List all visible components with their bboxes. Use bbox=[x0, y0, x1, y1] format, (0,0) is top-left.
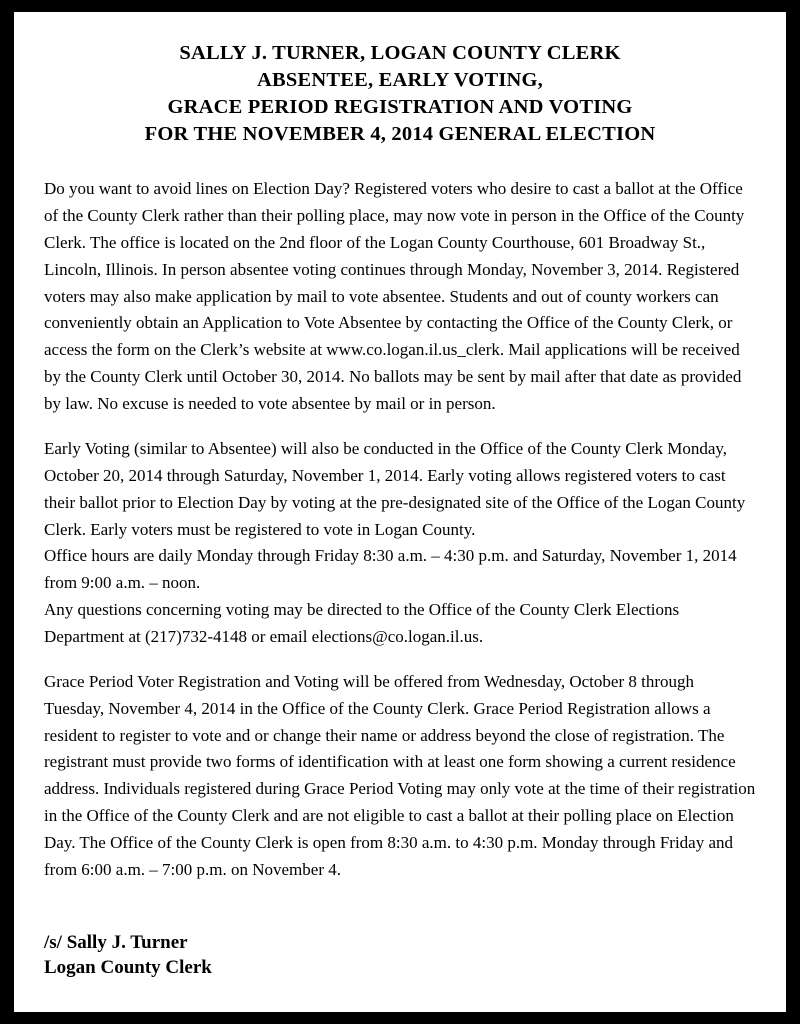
paragraph-contact: Any questions concerning voting may be directed to the Office of the County Clerk Elections Department at (217)732-4148 or email elections@co.logan.il.us. bbox=[44, 600, 680, 646]
document-body bbox=[44, 176, 756, 883]
page-title bbox=[44, 40, 756, 148]
title-line-1: SALLY J. TURNER, LOGAN COUNTY CLERK bbox=[179, 42, 621, 64]
paragraph-office-hours: Office hours are daily Monday through Friday 8:30 a.m. – 4:30 p.m. and Saturday, November 1, 2014 from 9:00 a.m. – noon. bbox=[44, 546, 737, 593]
paragraph-absentee: Do you want to avoid lines on Election Day? Registered voters who desire to cast a ballot at the Office of the County Clerk rather than their polling place, may now vote in person in the Office of the County Clerk. The office is located on the 2nd floor of the Logan County Courthouse, 601 Broadway St., Lincoln, Illinois. In person absentee voting continues through Monday, November 3, 2014. Registered voters may also make application by mail to vote absentee. Students and out of county workers can conveniently obtain an Application to Vote Absentee by contacting the Office of the County Clerk, or access the form on the Clerk’s website at www.co.logan.il.us_clerk. Mail applications will be received by the County Clerk until October 30, 2014. No ballots may be sent by mail after that date as provided by law. No excuse is needed to vote absentee by mail or in person. bbox=[44, 179, 745, 414]
signature-block bbox=[44, 930, 756, 981]
paragraph-grace-period: Grace Period Voter Registration and Voting will be offered from Wednesday, October 8 through Tuesday, November 4, 2014 in the Office of the County Clerk. Grace Period Registration allows a resident to register to vote and or change their name or address beyond the close of registration. The registrant must provide two forms of identification with at least one form showing a current residence address. Individuals registered during Grace Period Voting may only vote at the time of their registration in the Office of the County Clerk and are not eligible to cast a ballot at their polling place on Election Day. The Office of the County Clerk is open from 8:30 a.m. to 4:30 p.m. Monday through Friday and from 6:00 a.m. – 7:00 p.m. on November 4. bbox=[44, 671, 756, 879]
signature-name: /s/ Sally J. Turner bbox=[44, 931, 188, 953]
paragraph-early-voting: Early Voting (similar to Absentee) will also be conducted in the Office of the County Clerk Monday, October 20, 2014 through Saturday, November 1, 2014. Early voting allows registered voters to cast their ballot prior to Election Day by voting at the pre-designated site of the Office of the Logan County Clerk. Early voters must be registered to vote in Logan County. bbox=[44, 438, 746, 539]
title-line-4: FOR THE NOVEMBER 4, 2014 GENERAL ELECTION bbox=[144, 123, 656, 146]
document-page bbox=[14, 12, 786, 1012]
title-line-3: GRACE PERIOD REGISTRATION AND VOTING bbox=[167, 96, 633, 119]
signature-title: Logan County Clerk bbox=[44, 957, 212, 979]
title-line-2: ABSENTEE, EARLY VOTING, bbox=[257, 69, 543, 92]
